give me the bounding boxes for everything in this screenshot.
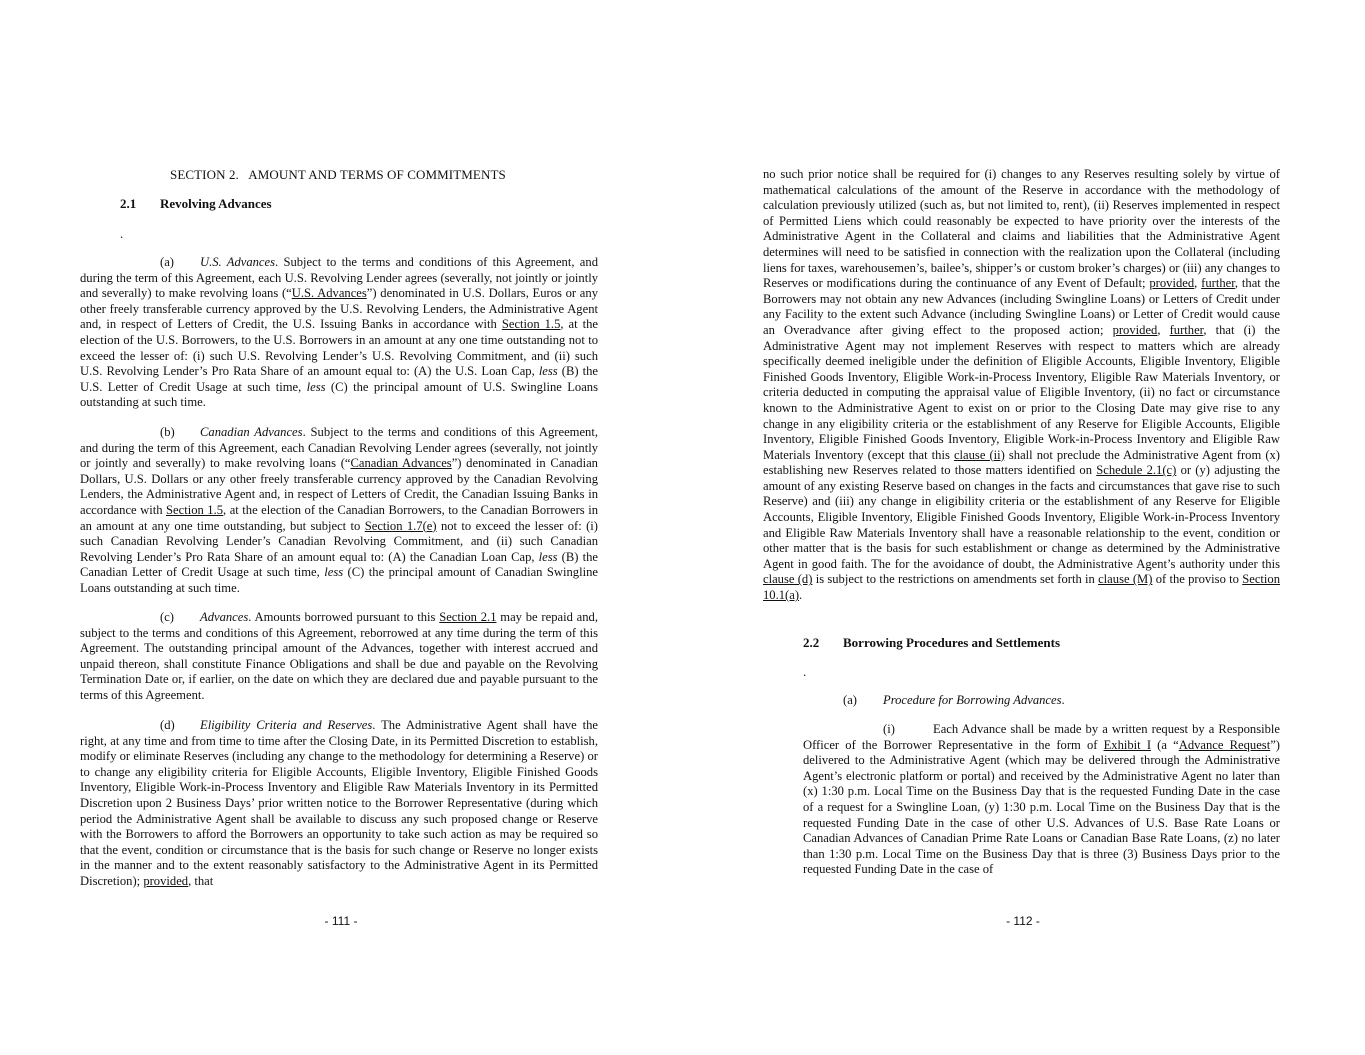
right-page xyxy=(682,0,1365,1055)
continued-paragraph: no such prior notice shall be required for (i) changes to any Reserves resulting solely by virtue of mathematical calculations of the amount of the Reserve in accordance with the methodology of calculation previously utilized (such as, but not limited to, rent), (ii) Reserves implemented in respect of Permitted Liens which could reasonably be expected to have priority over the interests of the Administrative Agent in the Collateral and claims and liabilities that the Administrative Agent determines will need to be satisfied in connection with the realization upon the Collateral (including liens for taxes, warehousemen’s, bailee’s, shipper’s or custom broker’s charges) or (iii) any changes to Reserves or modifications during the continuance of any Event of Default; provided, further, that the Borrowers may not obtain any new Advances (including Swingline Loans) or Letters of Credit under any Facility to the extent such Advance (including Swingline Loans) or Letter of Credit would cause an Overadvance after giving effect to the proposed action; provided, further, that (i) the Administrative Agent may not implement Reserves with respect to matters which are already specifically deemed ineligible under the definition of Eligible Accounts, Eligible Inventory, Eligible Finished Goods Inventory, Eligible Work-in-Process Inventory, Eligible Raw Materials Inventory, or criteria deducted in computing the appraisal value of Eligible Inventory, (ii) no fact or circumstance known to the Administrative Agent to exist on or prior to the Closing Date may give rise to any change in any eligibility criteria or the establishment of any Reserve for Eligible Accounts, Eligible Inventory, Eligible Finished Goods Inventory, Eligible Work-in-Process Inventory and Eligible Raw Materials Inventory (except that this clause (ii) shall not preclude the Administrative Agent from (x) establishing new Reserves related to those matters identified on Schedule 2.1(c) or (y) adjusting the amount of any existing Reserve based on changes in the facts and circumstances that gave rise to such Reserve) and (iii) any change in eligibility criteria or the establishment of any Reserve for Eligible Accounts, Eligible Inventory, Eligible Finished Goods Inventory, Eligible Work-in-Process Inventory and Eligible Raw Materials Inventory shall have a reasonable relationship to the event, condition or other matter that is the basis for such establishment or change as determined by the Administrative Agent in good faith. The for the avoidance of doubt, the Administrative Agent’s authority under this clause (d) is subject to the restrictions on amendments set forth in clause (M) of the proviso to Section 10.1(a). xyxy=(763,167,1281,603)
subsection-heading xyxy=(120,196,272,212)
section-heading: SECTION 2. AMOUNT AND TERMS OF COMMITMENTS xyxy=(170,167,506,182)
defined-term: provided xyxy=(143,873,189,888)
schedule-reference: Schedule 2.1(c) xyxy=(1096,463,1177,478)
paragraph-heading: Advances xyxy=(200,610,249,624)
page-number: - 112 - xyxy=(1006,914,1040,928)
subsection-number: 2.2 xyxy=(803,635,820,650)
section-reference: Section 10.1(a) xyxy=(763,572,1280,603)
paragraph-heading: Eligibility Criteria and Reserves xyxy=(200,718,373,732)
left-page xyxy=(0,0,682,1055)
subsection-title: Borrowing Procedures and Settlements xyxy=(843,635,1061,650)
paragraph-a-heading: (a) Procedure for Borrowing Advances. xyxy=(843,693,1065,707)
page-number: - 111 - xyxy=(324,914,358,928)
subsection-title: Revolving Advances xyxy=(160,196,272,211)
paragraph-label: (b) xyxy=(160,425,175,439)
paragraph-d: (d) Eligibility Criteria and Reserves. The Administrative Agent shall have the right, at any time and from time to time after the Closing Date, in its Permitted Discretion to establish, modify or eliminate Reserves (including any change to the methodology for determining a Reserve) or to change any eligibility criteria for Eligible Accounts, Eligible Inventory, Eligible Finished Goods Inventory, Eligible Work-in-Process Inventory and Eligible Raw Materials Inventory in its Permitted Discretion upon 2 Business Days’ prior written notice to the Borrower Representative (during which period the Administrative Agent shall be available to discuss any such proposed change or Reserve with the Borrowers to afford the Borrowers an opportunity to take such action as may be required so that the event, condition or circumstance that is the basis for such change or Reserve no longer exists in the manner and to the extent reasonably satisfactory to the Administrative Agent in its Permitted Discretion); provided, that xyxy=(80,718,599,888)
paragraph-c: (c) Advances. Amounts borrowed pursuant to this Section 2.1 may be repaid and, subject to the terms and conditions of this Agreement, reborrowed at any time during the term of this Agreement. The outstanding principal amount of the Advances, together with interest accrued and unpaid thereon, shall constitute Finance Obligations and shall be due and payable on the Revolving Termination Date or, if earlier, on the date on which they are declared due and payable pursuant to the terms of this Agreement. xyxy=(80,610,598,702)
paragraph-a-i: (i) Each Advance shall be made by a written request by a Responsible Officer of the Borrower Representative in the form of Exhibit I (a “Advance Request”) delivered to the Administrative Agent (which may be delivered through the Administrative Agent’s electronic platform or portal) and received by the Administrative Agent no later than (x) 1:30 p.m. Local Time on the Business Day that is the requested Funding Date in the case of a request for a Swingline Loan, (y) 1:30 p.m. Local Time on the Business Day that is the requested Funding Date in the case of other U.S. Advances of U.S. Base Rate Loans or Canadian Advances of Canadian Prime Rate Loans or Canadian Base Rate Loans, (z) no later than 1:30 p.m. Local Time on the Business Day that is three (3) Business Days prior to the requested Funding Date in the case of xyxy=(803,722,1280,877)
paragraph-label: (i) xyxy=(883,722,895,736)
paragraph-label: (a) xyxy=(843,693,857,707)
clause-reference: clause (ii) xyxy=(953,447,1005,462)
section-reference: Section 1.7(e) xyxy=(364,518,437,533)
defined-term: U.S. Advances xyxy=(291,286,367,301)
clause-reference: clause (M) xyxy=(1098,572,1153,587)
clause-reference: clause (d) xyxy=(763,572,813,587)
paragraph-heading: U.S. Advances xyxy=(200,255,276,269)
subsection-number: 2.1 xyxy=(120,196,137,211)
paragraph-label: (a) xyxy=(160,255,174,269)
separator-dot: . xyxy=(120,226,124,241)
paragraph-b: (b) Canadian Advances. Subject to the terms and conditions of this Agreement, and during the term of this Agreement, each Canadian Revolving Lender agrees (severally, not jointly or jointly and severally) to make revolving loans (“Canadian Advances”) denominated in Canadian Dollars, U.S. Dollars or any other freely transferable currency approved by the Canadian Revolving Lenders, the Administrative Agent and, in respect of Letters of Credit, the Canadian Issuing Banks in accordance with Section 1.5, at the election of the Canadian Borrowers, to the Canadian Borrowers in an amount at any one time outstanding, but subject to Section 1.7(e) not to exceed the lesser of: (i) such Canadian Revolving Lender’s Canadian Revolving Commitment, and (ii) such Canadian Revolving Lender’s Pro Rata Share of an amount equal to: (A) the Canadian Loan Cap, less (B) the Canadian Letter of Credit Usage at such time, less (C) the principal amount of Canadian Swingline Loans outstanding at such time. xyxy=(80,425,598,595)
exhibit-reference: Exhibit I xyxy=(1103,737,1152,752)
section-reference: Section 2.1 xyxy=(439,610,497,624)
section-reference: Section 1.5 xyxy=(166,502,224,517)
paragraph-label: (c) xyxy=(160,610,174,624)
defined-term: Canadian Advances xyxy=(350,456,452,471)
defined-term: Advance Request xyxy=(1178,737,1271,752)
paragraph-label: (d) xyxy=(160,718,175,732)
separator-dot: . xyxy=(803,664,807,679)
subsection-heading xyxy=(803,635,1060,651)
section-reference: Section 1.5 xyxy=(501,317,561,332)
paragraph-heading: Canadian Advances xyxy=(200,425,303,439)
paragraph-heading: Procedure for Borrowing Advances xyxy=(883,693,1062,707)
paragraph-a: (a) U.S. Advances. Subject to the terms and conditions of this Agreement, and during the term of this Agreement, each U.S. Revolving Lender agrees (severally, not jointly or jointly and severally) to make revolving loans (“U.S. Advances”) denominated in U.S. Dollars, Euros or any other freely transferable currency approved by the U.S. Revolving Lenders, the Administrative Agent and, in respect of Letters of Credit, the U.S. Issuing Banks in accordance with Section 1.5, at the election of the U.S. Borrowers, to the U.S. Borrowers in an amount at any one time outstanding not to exceed the lesser of: (i) such U.S. Revolving Lender’s U.S. Revolving Commitment, and (ii) such U.S. Revolving Lender’s Pro Rata Share of an amount equal to: (A) the U.S. Loan Cap, less (B) the U.S. Letter of Credit Usage at such time, less (C) the principal amount of U.S. Swingline Loans outstanding at such time. xyxy=(80,255,599,410)
